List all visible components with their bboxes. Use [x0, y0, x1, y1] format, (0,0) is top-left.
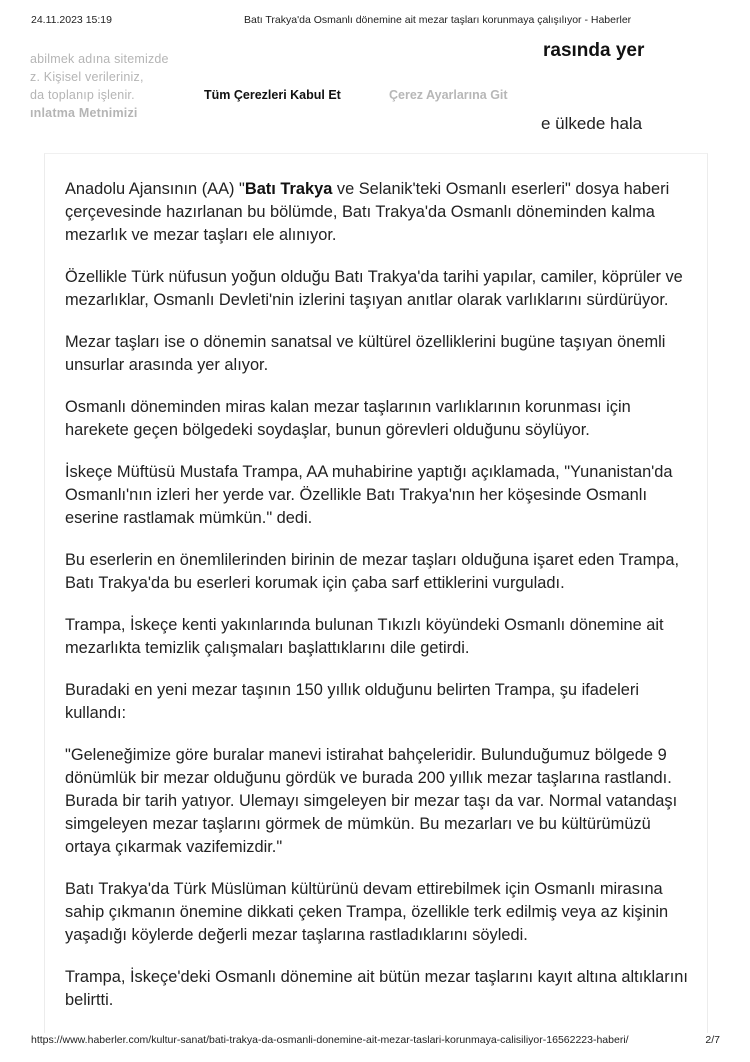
article-paragraph: Mezar taşları ise o dönemin sanatsal ve kültürel özelliklerini bugüne taşıyan önemli unsurlar arasında yer alıyor.	[65, 333, 666, 374]
cookie-text-line: abilmek adına sitemizde	[30, 52, 169, 66]
bati-trakya-link[interactable]: Batı Trakya	[244, 180, 333, 198]
print-page-title: Batı Trakya'da Osmanlı dönemine ait mezar taşları korunmaya çalışılıyor - Haberler	[244, 14, 632, 26]
article-paragraph: İskeçe Müftüsü Mustafa Trampa, AA muhabirine yaptığı açıklamada, "Yunanistan'da Osmanlı'nın izleri her yerde var. Özellikle Batı Trakya'nın her köşesinde Osmanlı eserine rastlamak mümkün." dedi.	[65, 463, 673, 527]
article-body	[65, 178, 695, 1031]
article-paragraph: Bu eserlerin en önemlilerinden birinin de mezar taşları olduğuna işaret eden Trampa, Batı Trakya'da bu eserleri korumak için çaba sarf ettiklerini vurguladı.	[65, 551, 680, 592]
article-paragraph: Özellikle Türk nüfusun yoğun olduğu Batı Trakya'da tarihi yapılar, camiler, köprüler ve mezarlıklar, Osmanlı Devleti'nin izlerini taşıyan anıtlar olarak varlıklarını sürdürüyor.	[65, 268, 683, 309]
article-paragraph: Batı Trakya'da Türk Müslüman kültürünü devam ettirebilmek için Osmanlı mirasına sahip çıkmanın önemine dikkati çeken Trampa, özellikle terk edilmiş veya az kişinin yaşadığı köylerde değerli mezar taşlarına rastladıklarını söyledi.	[65, 880, 669, 944]
cookie-settings-button[interactable]: Çerez Ayarlarına Git	[389, 88, 508, 102]
print-datetime: 24.11.2023 15:19	[31, 14, 112, 26]
article-intro	[65, 178, 695, 247]
accept-all-cookies-button[interactable]: Tüm Çerezleri Kabul Et	[204, 88, 341, 102]
background-heading-fragment: rasında yer	[543, 40, 645, 61]
article-container	[44, 153, 708, 1033]
print-page-number: 2/7	[705, 1034, 720, 1046]
intro-text: ve Selanik'teki Osmanlı eserleri" dosya haberi çerçevesinde hazırlanan bu bölümde, Batı Trakya'da Osmanlı döneminden kalma mezarlık ve mezar taşları ele alınıyor.	[65, 180, 670, 244]
cookie-text-line: da toplanıp işlenir.	[30, 88, 135, 102]
article-paragraph: Trampa, İskeçe'deki Osmanlı dönemine ait bütün mezar taşlarını kayıt altına altıklarını belirtti.	[65, 968, 688, 1009]
privacy-notice-link[interactable]: ınlatma Metnimizi	[30, 106, 138, 120]
article-paragraph: Osmanlı döneminden miras kalan mezar taşlarının varlıklarının korunması için harekete geçen bölgedeki soydaşlar, bunun görevleri olduğunu söylüyor.	[65, 398, 631, 439]
cookie-text-line: z. Kişisel verileriniz,	[30, 70, 144, 84]
intro-text: Anadolu Ajansının (AA) "	[65, 180, 245, 198]
article-quote: "Geleneğimize göre buralar manevi istirahat bahçeleridir. Bulunduğumuz bölgede 9 dönümlük bir mezar olduğunu gördük ve burada 200 yıllık mezar taşlarına rastlandı. Burada bir tarih yatıyor. Ulemayı simgeleyen bir mezar taşı da var. Normal vatandaşı simgeleyen mezar taşlarını görmek de mümkün. Bu mezarları ve bu kültürümüzü ortaya çıkarmak vazifemizdir."	[65, 746, 678, 856]
background-text-fragment: e ülkede hala	[541, 114, 643, 133]
article-paragraph: Trampa, İskeçe kenti yakınlarında bulunan Tıkızlı köyündeki Osmanlı dönemine ait mezarlıkta temizlik çalışmaları başlattıklarını dile getirdi.	[65, 616, 664, 657]
print-url: https://www.haberler.com/kultur-sanat/bati-trakya-da-osmanli-donemine-ait-mezar-taslari-korunmaya-calisiliyor-16562223-haberi/	[31, 1034, 629, 1046]
article-paragraph: Buradaki en yeni mezar taşının 150 yıllık olduğunu belirten Trampa, şu ifadeleri kullandı:	[65, 681, 639, 722]
